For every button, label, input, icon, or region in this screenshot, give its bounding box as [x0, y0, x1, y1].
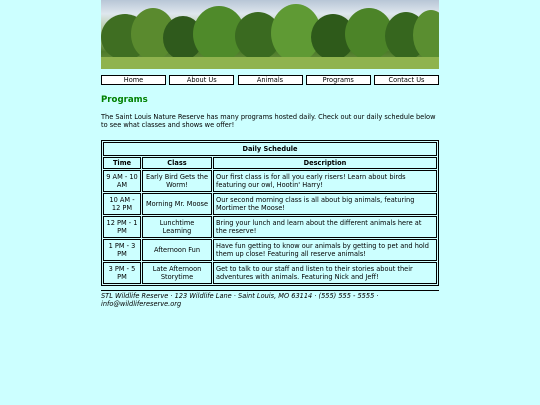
table-row: [103, 216, 437, 238]
nav-animals[interactable]: Animals: [238, 75, 303, 85]
row-description: Our second morning class is all about big animals, featuring Mortimer the Moose!: [213, 193, 437, 215]
column-header-description: Description: [213, 157, 437, 169]
page-wrapper: [101, 0, 439, 309]
row-time: 1 PM - 3 PM: [103, 239, 141, 261]
row-description: Our first class is for all you early risers! Learn about birds featuring our owl, Hootin' Harry!: [213, 170, 437, 192]
banner-image: [101, 0, 439, 69]
footer-contact: STL Wildlife Reserve · 123 Wildlife Lane · Saint Louis, MO 63114 · (555) 555 - 5555 · info@wildlifereserve.org: [101, 290, 439, 309]
nav-contact-us[interactable]: Contact Us: [374, 75, 439, 85]
row-description: Have fun getting to know our animals by getting to pet and hold them up close! Featuring all reserve animals!: [213, 239, 437, 261]
row-time: 10 AM - 12 PM: [103, 193, 141, 215]
row-description: Get to talk to our staff and listen to their stories about their adventures with animals. Featuring Nick and Jeff!: [213, 262, 437, 284]
row-class: Early Bird Gets the Worm!: [142, 170, 212, 192]
table-row: [103, 239, 437, 261]
row-description: Bring your lunch and learn about the different animals here at the reserve!: [213, 216, 437, 238]
page-title: Programs: [101, 95, 148, 105]
column-header-class: Class: [142, 157, 212, 169]
row-class: Afternoon Fun: [142, 239, 212, 261]
schedule-table: [101, 140, 439, 286]
table-row: [103, 170, 437, 192]
main-nav: [101, 75, 439, 85]
nav-programs[interactable]: Programs: [306, 75, 371, 85]
row-time: 9 AM - 10 AM: [103, 170, 141, 192]
nav-about-us[interactable]: About Us: [169, 75, 234, 85]
row-class: Lunchtime Learning: [142, 216, 212, 238]
table-row: [103, 262, 437, 284]
schedule-caption: Daily Schedule: [103, 142, 437, 156]
nav-home[interactable]: Home: [101, 75, 166, 85]
row-time: 3 PM - 5 PM: [103, 262, 141, 284]
row-class: Late Afternoon Storytime: [142, 262, 212, 284]
intro-text: The Saint Louis Nature Reserve has many programs hosted daily. Check out our daily schedule below to see what classes and shows we offer!: [101, 113, 436, 130]
table-row: [103, 193, 437, 215]
row-time: 12 PM - 1 PM: [103, 216, 141, 238]
column-header-time: Time: [103, 157, 141, 169]
row-class: Morning Mr. Moose: [142, 193, 212, 215]
